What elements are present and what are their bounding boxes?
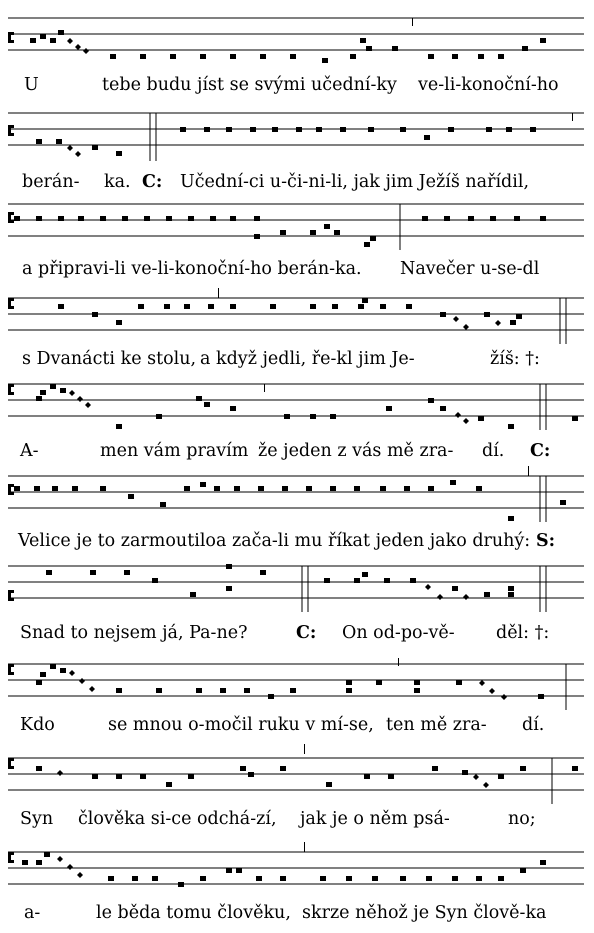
lyrics-line-6 [0,530,594,556]
staff-6 [0,466,594,526]
syllable: ten mě zra- [386,715,487,735]
c-clef-icon [8,590,14,601]
c-clef-icon [8,384,14,395]
c-clef-icon [8,484,14,495]
neumes [58,288,522,330]
speaker-label: C: [296,623,317,643]
speaker-label: C: [530,441,551,461]
syllable: a když jedli, ře-kl jim Je- [200,349,415,369]
c-clef-icon [8,664,14,675]
speaker-label: S: [536,531,556,551]
syllable: ka. [104,172,131,192]
c-clef-icon [8,125,14,136]
speaker-label: C: [142,172,163,192]
c-clef-icon [8,298,14,309]
staff-4 [0,288,594,348]
syllable: žíš: †: [490,349,540,369]
staff-3 [0,190,594,250]
neumes [14,466,566,521]
lyrics-line-8 [0,714,594,740]
syllable: Učední-ci u-či-ni-li, jak jim Ježíš nařídil, [180,172,530,192]
staff-2 [0,93,594,153]
syllable: Snad to nejsem já, Pa-ne? [20,623,248,643]
c-clef-icon [8,212,14,223]
c-clef-icon [8,758,14,769]
staff-9 [0,744,594,804]
syllable: tebe budu jíst se svými učední-ky [102,75,397,95]
c-clef-icon [8,852,14,863]
neumes [22,842,546,887]
lyrics-line-10 [0,902,594,928]
syllable: s Dvanácti ke stolu, [22,349,197,369]
neumes [30,18,546,63]
syllable: a- [24,903,41,923]
syllable: U [24,75,39,95]
lyrics-line-5 [0,440,594,466]
lyrics-line-7 [0,622,594,648]
staff-5 [0,370,594,430]
syllable: Velice je to zarmoutilo [18,531,216,551]
syllable: le běda tomu člověku, [96,903,291,923]
syllable: a zača-li mu říkat jeden jako druhý: [216,531,531,551]
syllable: a připravi-li ve-li-konoční-ho berán-ka. [22,259,362,279]
syllable: jak je o něm psá- [300,809,450,829]
neumes [36,384,578,429]
neumes [14,216,546,247]
staff-1 [0,0,594,60]
syllable: ve-li-konoční-ho [418,75,559,95]
c-clef-icon [8,32,14,43]
syllable: Syn [20,809,54,829]
neumes [36,113,573,157]
syllable: se mnou o-močil ruku v mí-se, [108,715,374,735]
syllable: A- [20,441,39,461]
syllable: berán- [22,172,80,192]
neumes [36,744,578,788]
syllable: Kdo [20,715,55,735]
syllable: skrze něhož je Syn člově-ka [302,903,547,923]
syllable: dí. [522,715,545,735]
syllable: že jeden z vás mě zra- [258,441,454,461]
lyrics-line-3 [0,258,594,284]
staff-8 [0,650,594,710]
syllable: dí. [482,441,505,461]
syllable: člověka si-ce odchá-zí, [78,809,277,829]
staff-10 [0,838,594,898]
staff-7 [0,556,594,616]
syllable: Navečer u-se-dl [400,259,540,279]
syllable: no; [508,809,536,829]
syllable: men vám pravím [100,441,249,461]
syllable: děl: †: [496,623,550,643]
syllable: On od-po-vě- [342,623,455,643]
lyrics-line-9 [0,808,594,834]
